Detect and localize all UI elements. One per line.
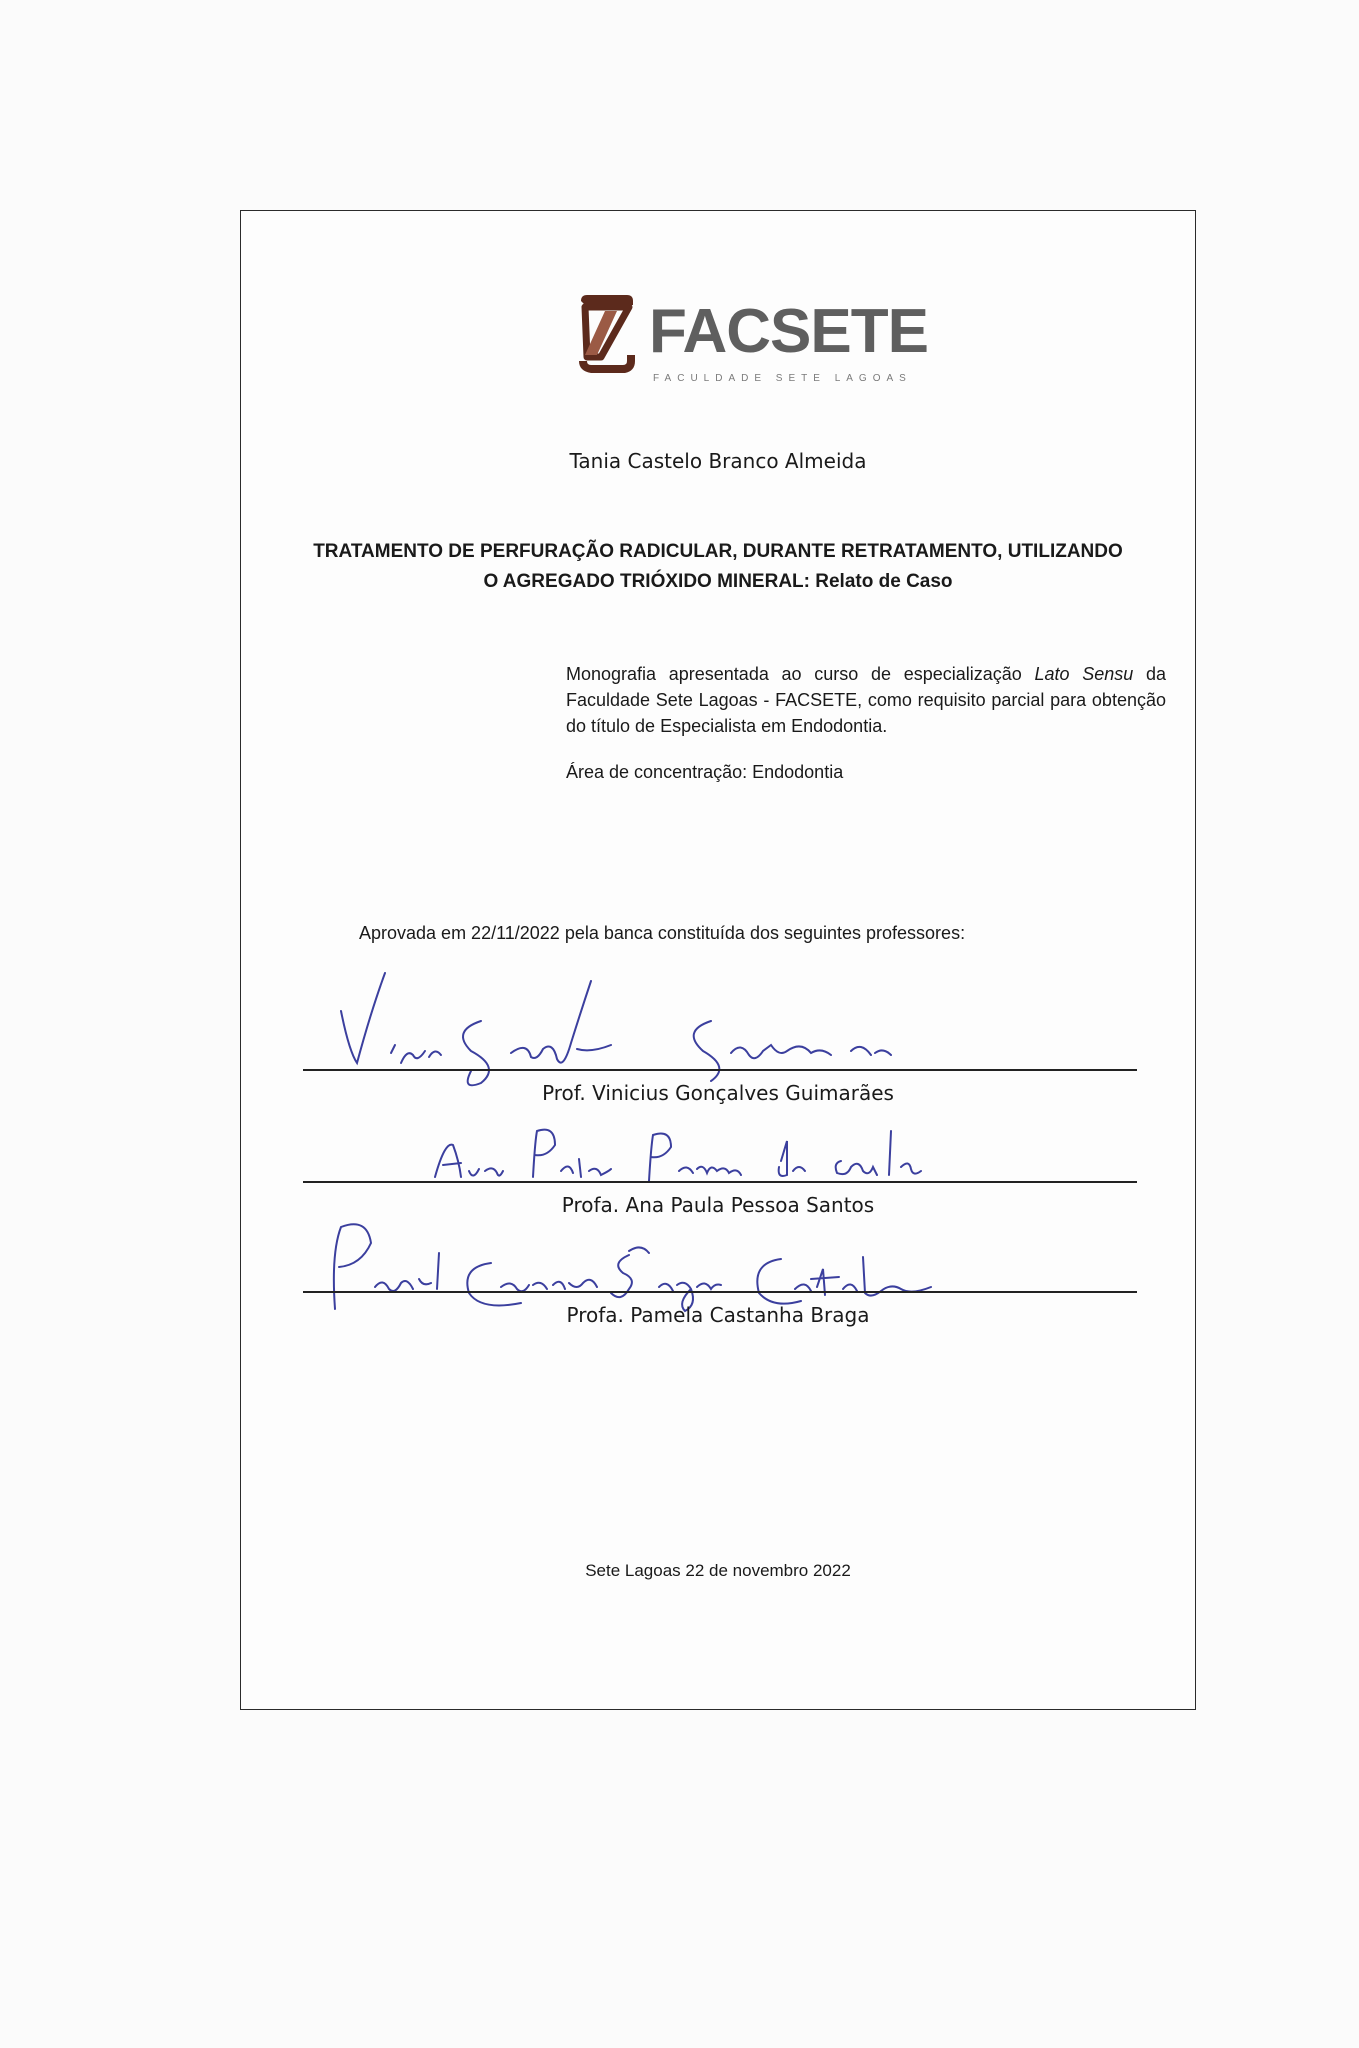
handwritten-signature [431,1111,951,1191]
concentration-area: Área de concentração: Endodontia [566,762,844,782]
title-line-1: TRATAMENTO DE PERFURAÇÃO RADICULAR, DURANTE RETRATAMENTO, UTILIZANDO [313,541,1123,562]
description-text-2: da Faculdade Sete Lagoas - FACSETE, como requisito parcial para obtenção do título de Especialista em Endodontia. [566,664,1166,736]
facsete-emblem-icon [571,291,641,381]
signatory-name: Prof. Vinicius Gonçalves Guimarães [542,1081,894,1105]
description-text-1: Monografia apresentada ao curso de especialização [566,664,1035,684]
logo-wordmark: FACSETE [649,297,928,366]
document-page [240,210,1196,1710]
description-italic: Lato Sensu [1034,664,1134,684]
title-line-2 [241,567,1195,597]
facsete-logo [571,291,928,391]
signature-line [303,1291,1137,1293]
signature-line [303,1181,1137,1183]
title-line-2-bold: O AGREGADO TRIÓXIDO MINERAL: [483,571,810,592]
place-and-date: Sete Lagoas 22 de novembro 2022 [585,1561,851,1580]
author-name: Tania Castelo Branco Almeida [569,449,867,473]
title-line-2-rest: Relato de Caso [815,571,953,592]
logo-subtitle: FACULDADE SETE LAGOAS [653,373,912,384]
signatory-name: Profa. Ana Paula Pessoa Santos [561,1193,875,1217]
monograph-title [241,537,1195,597]
signatory-name: Profa. Pamela Castanha Braga [566,1303,870,1327]
approval-statement: Aprovada em 22/11/2022 pela banca constituída dos seguintes professores: [359,923,966,943]
signature-line [303,1069,1137,1071]
monograph-description [566,661,1166,739]
handwritten-signature [331,971,1051,1091]
